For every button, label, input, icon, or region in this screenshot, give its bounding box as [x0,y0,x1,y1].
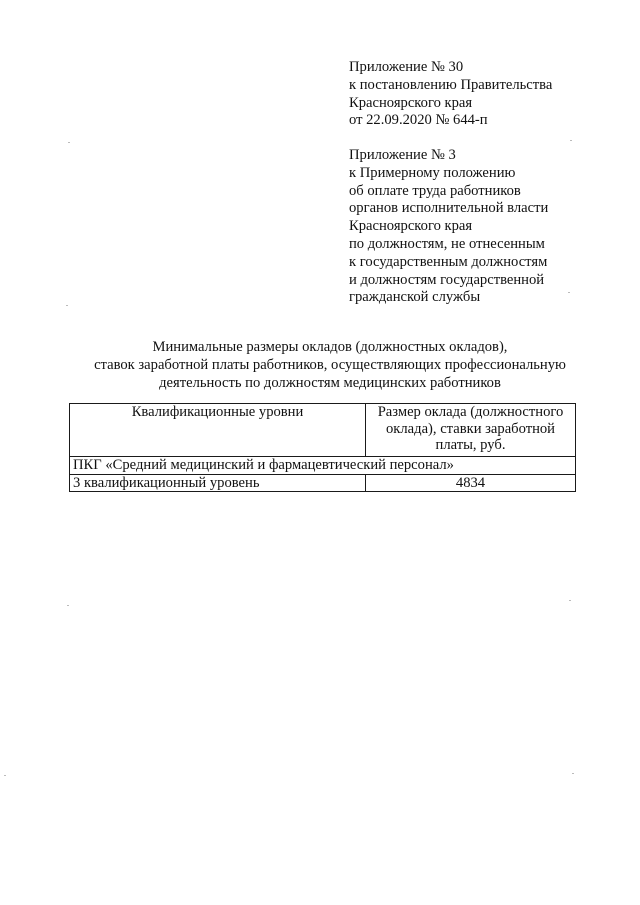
header-qualification-levels: Квалификационные уровни [70,404,366,457]
header-salary-line: Размер оклада (должностного [377,404,564,420]
header-salary-line: платы, руб. [435,437,506,453]
group-name-cell: ПКГ «Средний медицинский и фармацевтический персонал» [70,457,576,475]
appendix-30-line: от 22.09.2020 № 644-п [349,112,488,129]
scan-speck [568,292,570,293]
scan-speck [4,775,6,776]
table-header-row [70,404,576,457]
appendix-3-line: и должностям государственной [349,271,545,288]
appendix-3-line: Красноярского края [349,218,473,235]
document-title-line: деятельность по должностям медицинских работников [159,374,501,391]
document-title [60,339,600,392]
header-salary-line: оклада), ставки заработной [386,420,555,437]
document-title-line: Минимальные размеры окладов (должностных окладов), [152,339,508,355]
table-row [70,474,576,492]
appendix-3-line: Приложение № 3 [349,147,456,163]
appendix-30-line: Красноярского края [349,94,473,111]
appendix-3-line: к государственным должностям [349,253,548,270]
scan-speck [68,142,70,143]
appendix-3-line: по должностям, не отнесенным [349,235,545,252]
scan-speck [570,140,572,141]
document-title-line: ставок заработной платы работников, осуществляющих профессиональную [94,356,566,373]
appendix-30-header [349,59,552,130]
appendix-30-line: к постановлению Правительства [349,76,553,93]
scan-speck [67,605,69,606]
header-salary-size [366,404,576,457]
table-group-row [70,457,576,475]
appendix-3-header [349,147,548,307]
scan-speck [569,600,571,601]
scan-speck [572,773,574,774]
appendix-3-line: об оплате труда работников [349,182,521,199]
appendix-3-line: гражданской службы [349,289,481,306]
appendix-3-line: к Примерному положению [349,164,516,181]
scan-speck [66,305,68,306]
salary-table [69,403,576,492]
appendix-3-line: органов исполнительной власти [349,200,549,217]
salary-value-cell: 4834 [366,474,576,492]
appendix-30-line: Приложение № 30 [349,59,464,75]
qualification-level-cell: 3 квалификационный уровень [70,474,366,492]
